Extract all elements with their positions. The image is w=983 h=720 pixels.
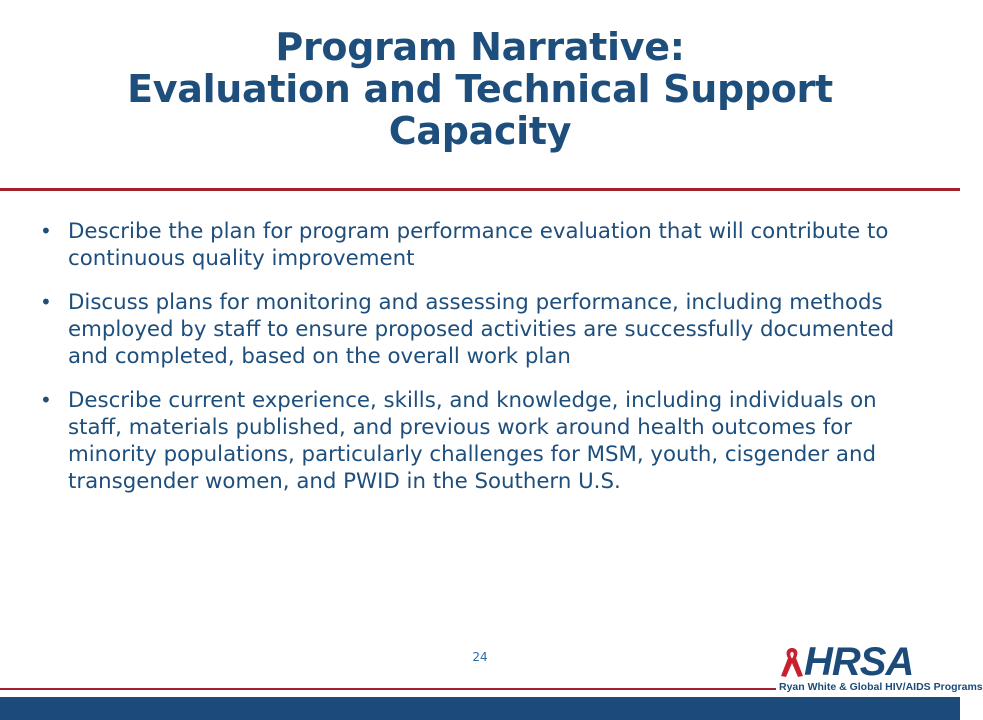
title-divider bbox=[0, 188, 960, 191]
footer-divider bbox=[0, 688, 776, 690]
bullet-item bbox=[38, 387, 930, 495]
logo-wordmark: HRSA bbox=[804, 640, 914, 684]
bullet-text: Discuss plans for monitoring and assessing performance, including methods employed by staff to ensure proposed activities are successfully documented and completed, based on the overall work plan bbox=[68, 290, 895, 369]
bullet-item bbox=[38, 218, 930, 272]
bullet-marker: • bbox=[40, 388, 52, 412]
bullet-marker: • bbox=[40, 219, 52, 243]
bullet-text: Describe current experience, skills, and knowledge, including individuals on staff, materials published, and previous work around health outcomes for minority populations, particularly challenges for MSM, youth, cisgender and transgender women, and PWID in the Southern U.S. bbox=[68, 388, 877, 494]
slide-title bbox=[40, 26, 920, 152]
hrsa-logo bbox=[778, 640, 983, 698]
page-number: 24 bbox=[472, 650, 488, 664]
title-line-1: Program Narrative: bbox=[275, 25, 685, 69]
title-line-2: Evaluation and Technical Support bbox=[127, 67, 833, 111]
bullet-list bbox=[38, 218, 930, 512]
title-line-3: Capacity bbox=[388, 109, 572, 153]
bullet-text: Describe the plan for program performance evaluation that will contribute to continuous quality improvement bbox=[68, 219, 889, 271]
bullet-item bbox=[38, 289, 930, 370]
footer-band bbox=[0, 697, 960, 720]
red-ribbon-icon bbox=[778, 646, 806, 680]
logo-subtitle: Ryan White & Global HIV/AIDS Programs bbox=[779, 681, 983, 693]
bullet-marker: • bbox=[40, 290, 52, 314]
